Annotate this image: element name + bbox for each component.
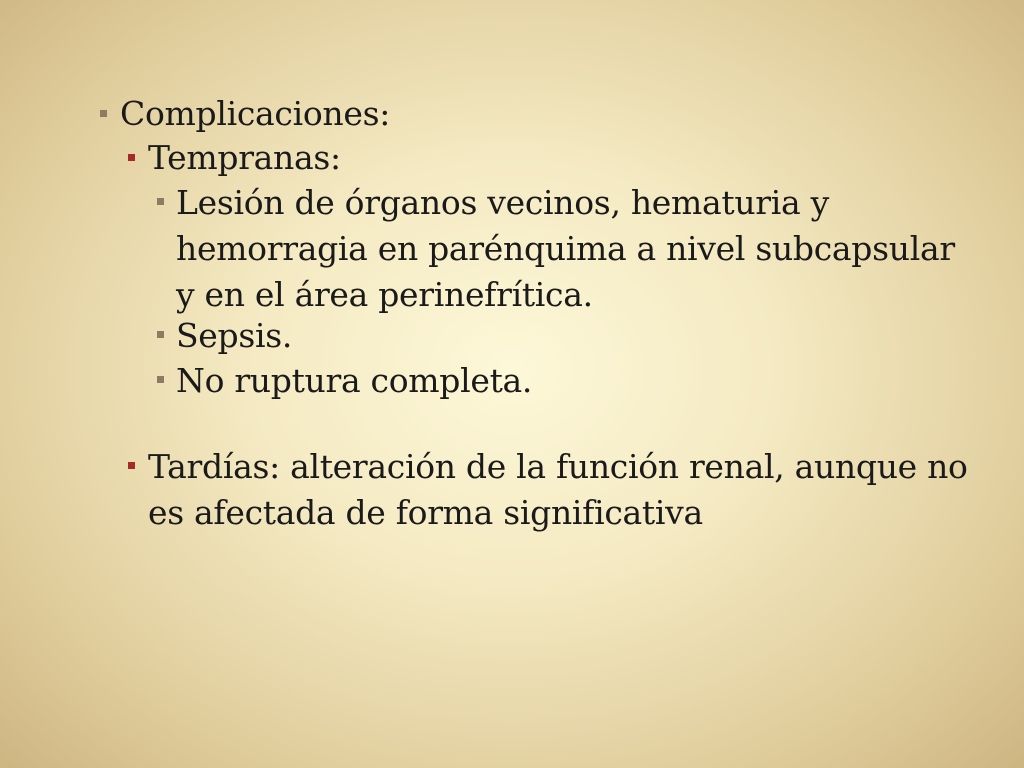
tempranas-heading: Tempranas: xyxy=(148,138,341,177)
tardias-item: Tardías: alteración de la función renal, aunque no es afectada de forma significativa xyxy=(148,447,968,532)
bullet-marker xyxy=(128,462,135,469)
list-item: No ruptura completa. xyxy=(176,361,533,400)
bullet-marker xyxy=(157,376,164,383)
complicaciones-heading: Complicaciones: xyxy=(120,94,391,133)
bullet-marker xyxy=(157,331,164,338)
bullet-marker xyxy=(128,154,135,161)
list-item: Lesión de órganos vecinos, hematuria y hemorragia en parénquima a nivel subcapsular y en el área perinefrítica. xyxy=(176,183,955,314)
bullet-marker xyxy=(157,198,164,205)
bullet-marker xyxy=(100,110,107,117)
list-item: Sepsis. xyxy=(176,316,293,355)
